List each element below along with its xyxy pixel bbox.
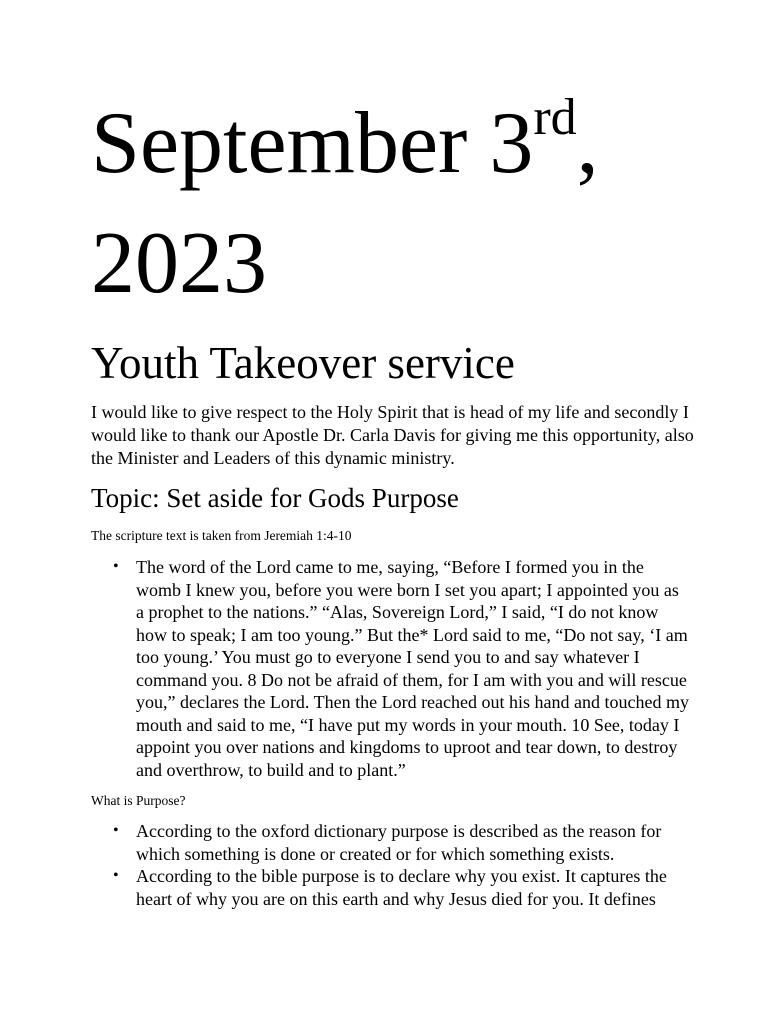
scripture-reference: The scripture text is taken from Jeremiah 1:4-10 xyxy=(91,528,352,543)
list-item-text: The word of the Lord came to me, saying, “Before I formed you in the womb I knew you, before you were born I set you apart; I appointed you as a prophet to the nations.” “Alas, Sovereign Lord,” I said, “I do not know how to speak; I am too young.” But the* Lord said to me, “Do not say, ‘I am too young.’ You must go to everyone I send you to and say whatever I command you. 8 Do not be afraid of them, for I am with you and will rescue you,” declares the Lord. Then the Lord reached out his hand and touched my mouth and said to me, “I have put my words in your mouth. 10 See, today I appoint you over nations and kingdoms to uproot and tear down, to destroy and overthrow, to build and to plant.” xyxy=(136,557,689,780)
purpose-heading: What is Purpose? xyxy=(91,793,186,808)
list-item-text: According to the oxford dictionary purpose is described as the reason for which something is done or created or for which something exists. xyxy=(136,821,662,864)
date-year: 2023 xyxy=(91,215,267,312)
date-ordinal-suffix: rd xyxy=(533,89,577,146)
intro-paragraph: I would like to give respect to the Holy Spirit that is head of my life and secondly I would like to thank our Apostle Dr. Carla Davis for giving me this opportunity, also the Minister and Leaders of this dynamic ministry. xyxy=(91,402,694,468)
date-heading-line1 xyxy=(91,89,599,206)
list-item-text: According to the bible purpose is to declare why you exist. It captures the heart of why you are on this earth and why Jesus died for you. It defines xyxy=(136,866,667,909)
date-comma: , xyxy=(576,95,599,192)
bullet-icon: • xyxy=(113,822,119,839)
bullet-icon: • xyxy=(113,867,119,884)
topic-heading: Topic: Set aside for Gods Purpose xyxy=(91,483,459,513)
bullet-icon: • xyxy=(113,558,119,575)
purpose-list xyxy=(91,820,691,910)
list-item xyxy=(91,820,691,865)
list-item xyxy=(91,556,691,781)
service-title: Youth Takeover service xyxy=(91,338,515,388)
date-month-day: September 3 xyxy=(91,95,534,192)
list-item xyxy=(91,865,691,910)
scripture-list xyxy=(91,556,691,781)
